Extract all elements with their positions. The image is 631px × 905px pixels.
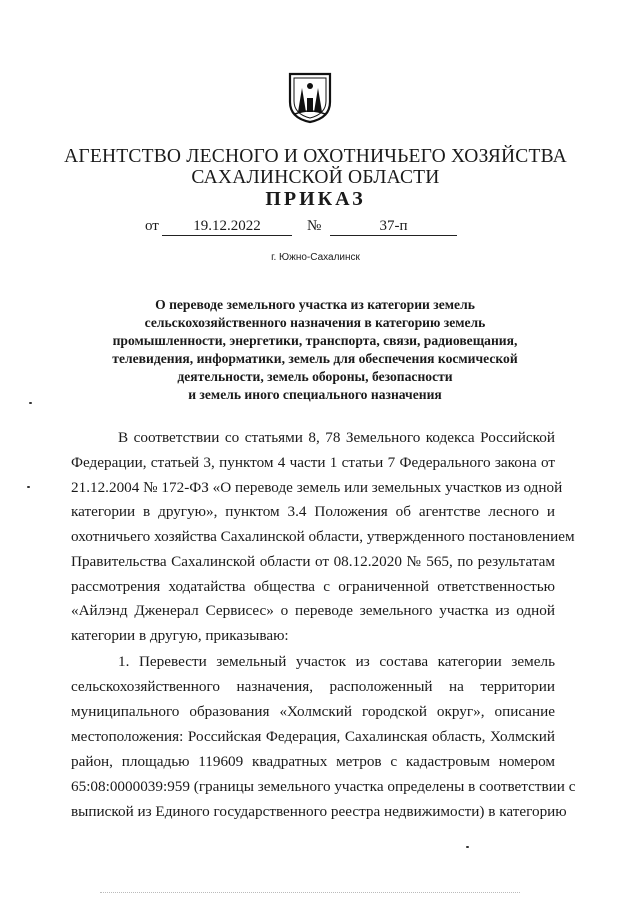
body-line: 21.12.2004 № 172-ФЗ «О переводе земель или земельных участков из одной bbox=[71, 479, 563, 496]
scan-speck bbox=[29, 402, 32, 404]
body-line: местоположения: Российская Федерация, Сахалинская область, Холмский bbox=[71, 728, 555, 745]
issue-city: г. Южно-Сахалинск bbox=[271, 252, 360, 263]
body-line: категории в другую», пунктом 3.4 Положения об агентстве лесного и bbox=[71, 503, 555, 520]
body-line: В соответствии со статьями 8, 78 Земельного кодекса Российской bbox=[118, 429, 555, 446]
body-line: выпиской из Единого государственного реестра недвижимости) в категорию bbox=[71, 803, 567, 820]
order-date: 19.12.2022 bbox=[162, 218, 292, 236]
document-type-title: ПРИКАЗ bbox=[265, 188, 366, 210]
subject-line: деятельности, земель обороны, безопасности bbox=[177, 369, 453, 384]
body-line: Федерации, статьей 3, пунктом 4 части 1 статьи 7 Федерального закона от bbox=[71, 454, 555, 471]
scan-speck bbox=[27, 486, 30, 488]
agency-name-line2: САХАЛИНСКОЙ ОБЛАСТИ bbox=[191, 167, 440, 188]
body-line: муниципального образования «Холмский городской округ», описание bbox=[71, 703, 555, 720]
subject-line: телевидения, информатики, земель для обеспечения космической bbox=[112, 351, 518, 366]
subject-line: промышленности, энергетики, транспорта, связи, радиовещания, bbox=[112, 333, 518, 348]
agency-name-line1: АГЕНТСТВО ЛЕСНОГО И ОХОТНИЧЬЕГО ХОЗЯЙСТВА bbox=[64, 146, 567, 167]
scan-speck bbox=[466, 846, 469, 848]
body-line: сельскохозяйственного назначения, расположенный на территории bbox=[71, 678, 555, 695]
body-line: рассмотрения ходатайства общества с ограниченной ответственностью bbox=[71, 578, 555, 595]
body-line: район, площадью 119609 квадратных метров с кадастровым номером bbox=[71, 753, 555, 770]
scan-edge-line bbox=[100, 892, 520, 893]
subject-line: О переводе земельного участка из категории земель bbox=[155, 297, 475, 312]
body-line: 1. Перевести земельный участок из состава категории земель bbox=[118, 653, 555, 670]
subject-line: и земель иного специального назначения bbox=[188, 387, 442, 402]
date-prefix: от bbox=[145, 218, 159, 234]
coat-of-arms-emblem-icon bbox=[288, 72, 332, 124]
date-number-line bbox=[0, 218, 631, 238]
order-subject bbox=[90, 296, 540, 404]
body-line: 65:08:0000039:959 (границы земельного участка определены в соответствии с bbox=[71, 778, 576, 795]
body-line: Правительства Сахалинской области от 08.12.2020 № 565, по результатам bbox=[71, 553, 555, 570]
body-line: «Айлэнд Дженерал Сервисес» о переводе земельного участка из одной bbox=[71, 602, 555, 619]
order-number: 37-п bbox=[330, 218, 457, 236]
body-line: охотничьего хозяйства Сахалинской области, утвержденного постановлением bbox=[71, 528, 575, 545]
subject-line: сельскохозяйственного назначения в категорию земель bbox=[144, 315, 486, 330]
body-line: категории в другую, приказываю: bbox=[71, 627, 289, 644]
number-sign: № bbox=[307, 218, 322, 234]
